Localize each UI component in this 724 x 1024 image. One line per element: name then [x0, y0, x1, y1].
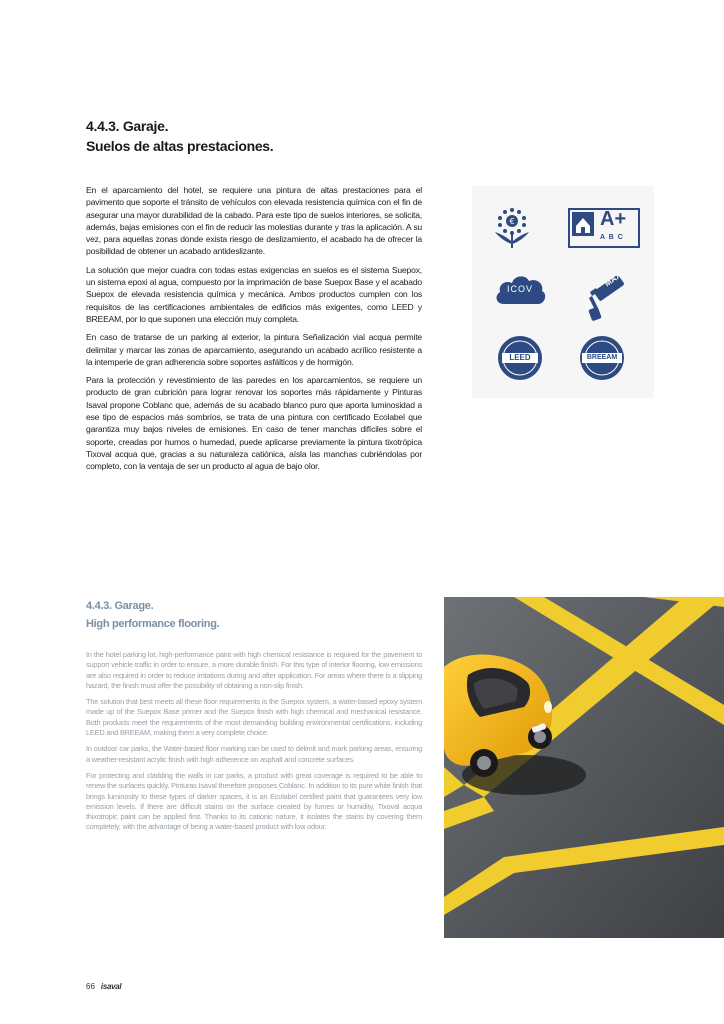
spanish-paragraph: Para la protección y revestimiento de las paredes en los aparcamientos, se requiere un producto de gran cubrición para lograr renovar los soportes más rápidamente y Pinturas Isaval propone Coblanc que, además de su acabado blanco puro que aporta luminosidad a ese tipo de espacios más sombríos, se trata de una pintura con certificado Ecolabel que garantiza muy bajos niveles de emisiones. En caso de tener manchas difíciles sobre el soporte, creadas por humos o humedad, puede aplicarse previamente la pintura tixotrópica Tixoval acqua que, gracias a su naturaleza catiónica, aísla las manchas cubriéndolas por completo, con la ventaja de ser un producto al agua de bajo olor. [86, 375, 422, 472]
max-label: MAX [603, 270, 623, 289]
energy-scale-label: A B C [600, 234, 624, 241]
yellow-car-parking-photo [444, 597, 724, 938]
paint-roller-max-icon [576, 266, 632, 322]
breeam-label: BREEAM [586, 354, 618, 361]
spanish-paragraph: En el aparcamiento del hotel, se requiere una pintura de altas prestaciones para el pavimento que soporte el tránsito de vehículos con elevada resistencia química con el fin de asegurar una mayor durabilidad de la cabado. Para este tipo de suelos interiores, se solicita, además, bajas emisiones con el fin de reducir las molestias durante y tras la aplicación. A su vez, para aquellas zonas donde exista riesgo de deslizamiento, el acabado ha de ofrecer la posibilidad de obtener un acabado antideslizante. [86, 185, 422, 257]
leed-label: LEED [509, 353, 531, 362]
english-body [86, 650, 422, 839]
emissions-a-plus-label-icon [568, 206, 640, 250]
energy-class-label: A+ [600, 208, 627, 230]
icov-cloud-icon [492, 268, 548, 312]
certification-logos-panel [472, 186, 654, 398]
english-section-subtitle: High performance flooring. [86, 618, 220, 630]
section-title: 4.4.3. Garaje. [86, 118, 169, 134]
spanish-paragraph: La solución que mejor cuadra con todas estas exigencias en suelos es el sistema Suepox, un sistema epoxi al agua, compuesto por la imprimación de base Suepox Base y el acabado Suepox de elevada resistencia química y mecánica. Ambos productos cumplen con los requisitos de las certificaciones ambientales de edificios más exigentes, como LEED y BREEAM, por lo que suponen una elección muy completa. [86, 264, 422, 324]
spanish-body [86, 184, 422, 479]
breeam-seal-icon [578, 334, 626, 382]
english-paragraph: In outdoor car parks, the Water-based floor marking can be used to delimit and mark parking areas, ensuring a weather-resistant acrylic finish with high adherence on asphalt and concrete surfaces. [86, 744, 422, 764]
english-paragraph: For protecting and cladding the walls in car parks, a product with great coverage is required to be able to renew the surfaces quickly. Pinturas Isaval therefore proposes Coblanc. In addition to its pure white finish that brings luminosity to these types of darker spaces, it is an Ecolabel certified paint that guarantees very low emission levels. If there are difficult stains on the surface created by fumes or humidity, Tixoval acqua thixotropic paint can be applied first. Thanks to its cationic nature, it isolates the stains by covering them completely, with the advantage of being a water-based product with low odour. [86, 770, 422, 832]
page-footer [86, 982, 121, 991]
icov-label: ICOV [506, 284, 533, 294]
ecolabel-flower-icon [486, 202, 538, 254]
page-number: 66 [86, 982, 95, 991]
english-section-title: 4.4.3. Garage. [86, 600, 154, 612]
english-paragraph: In the hotel parking lot, high-performance paint with high chemical resistance is required for the pavement to support vehicle traffic in order to ensure, a more durable finish. For this type of interior flooring, low emissions are also required in order to reduce irritations during and after application. For areas where there is a slipping hazard, the finish must offer the possibility of obtaining a non-slip finish. [86, 650, 422, 690]
section-subtitle: Suelos de altas prestaciones. [86, 138, 274, 154]
brand-logo: isaval [100, 982, 122, 991]
svg-text:€: € [509, 217, 515, 226]
english-paragraph: The solution that best meets all these floor requirements is the Suepox system, a water-based epoxy system made up of the Suepox Base primer and the Suepox finish with high chemical and mechanical resistance. Both products meet the requirements of the most demanding building environmental certifications, including LEED and BREEAM, making them a very complete choice. [86, 697, 422, 738]
spanish-paragraph: En caso de tratarse de un parking al exterior, la pintura Señalización vial acqua permite delimitar y marcar las zonas de aparcamiento, asegurando un acabado acrílico resistente a la intemperie de gran adherencia sobre soportes asfálticos y de hormigón. [86, 332, 422, 367]
leed-seal-icon [496, 334, 544, 382]
